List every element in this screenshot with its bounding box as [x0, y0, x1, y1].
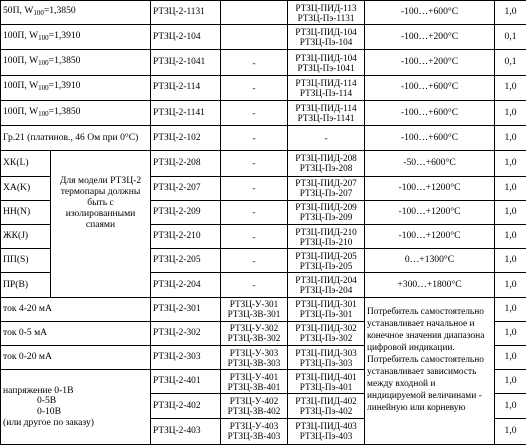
modification-a-cell-line: РТЗЦ-ЗВ-403 [227, 431, 281, 442]
model-cell: РТЗЦ-2-302 [151, 321, 221, 345]
voltage-sensor-line: (или другое по заказу) [3, 416, 94, 428]
modification-b-cell [288, 418, 365, 444]
modification-b-cell-line: РТЗЦ-Пэ-303 [299, 357, 353, 368]
modification-b-cell-line: РТЗЦ-Пэ-114 [299, 87, 353, 98]
sensor-coefficient: =1,3850 [43, 5, 76, 17]
modification-a-cell-line: РТЗЦ-ЗВ-401 [227, 381, 281, 392]
sensor-cell [1, 100, 151, 125]
modification-a-cell [221, 321, 288, 345]
modification-a-cell-line: РТЗЦ-ЗВ-302 [227, 333, 281, 344]
table-row [1, 1, 526, 25]
modification-b-cell-line: РТЗЦ-ПИД-403 [295, 421, 357, 432]
sensor-cell: ПП(S) [1, 249, 51, 273]
model-cell: РТЗЦ-2-205 [151, 249, 221, 273]
table-row [1, 100, 526, 125]
sensor-coefficient: =1,3910 [48, 80, 81, 92]
modification-b-cell-line: РТЗЦ-ПИД-113 [295, 2, 357, 13]
model-cell: РТЗЦ-2-1141 [151, 100, 221, 125]
model-cell: РТЗЦ-2-114 [151, 75, 221, 100]
modification-b-cell-line: РТЗЦ-ПИД-401 [295, 371, 357, 382]
sensor-name: 50П, W [3, 5, 34, 17]
modification-a-cell: - [221, 200, 288, 224]
accuracy-cell: 1,0 [495, 100, 526, 125]
modification-a-cell-line: РТЗЦ-У-301 [229, 299, 279, 310]
modification-a-cell: - [221, 249, 288, 273]
modification-a-cell-line: РТЗЦ-ЗВ-303 [227, 357, 281, 368]
modification-b-cell-line: РТЗЦ-ПИД-204 [295, 274, 357, 285]
modification-a-cell: - [221, 224, 288, 248]
voltage-sensor-cell [1, 370, 151, 445]
model-cell: РТЗЦ-2-303 [151, 345, 221, 369]
model-cell: РТЗЦ-2-209 [151, 200, 221, 224]
modification-a-cell [221, 345, 288, 369]
model-cell: РТЗЦ-2-208 [151, 151, 221, 176]
range-cell: -100…+1200°С [365, 176, 495, 200]
modification-a-cell: - [221, 151, 288, 176]
modification-b-cell-line: РТЗЦ-ПИД-402 [295, 395, 357, 406]
modification-b-cell-line: РТЗЦ-ПИД-208 [295, 153, 357, 164]
modification-b-cell-line: РТЗЦ-ПИД-114 [295, 77, 357, 88]
sensor-subscript: 100 [38, 109, 49, 118]
accuracy-cell: 1,0 [495, 200, 526, 224]
modification-b-cell [288, 200, 365, 224]
modification-a-cell-line: РТЗЦ-У-402 [229, 395, 279, 406]
model-cell: РТЗЦ-2-301 [151, 297, 221, 321]
modification-a-cell [221, 25, 288, 50]
modification-b-cell [288, 176, 365, 200]
modification-a-cell-line: РТЗЦ-У-303 [229, 347, 279, 358]
modification-a-cell-line: РТЗЦ-ЗВ-301 [227, 309, 281, 320]
model-cell: РТЗЦ-2-210 [151, 224, 221, 248]
modification-b-cell-line: РТЗЦ-ПИД-210 [295, 226, 357, 237]
modification-b-cell [288, 394, 365, 418]
modification-a-cell [221, 297, 288, 321]
modification-b-cell [288, 224, 365, 248]
modification-b-cell-line: РТЗЦ-Пэ-1141 [297, 112, 355, 123]
model-cell: РТЗЦ-2-402 [151, 394, 221, 418]
table-row [1, 50, 526, 75]
modification-b-cell [288, 370, 365, 394]
model-cell: РТЗЦ-2-401 [151, 370, 221, 394]
accuracy-cell: 1,0 [495, 176, 526, 200]
modification-b-cell-line: РТЗЦ-Пэ-302 [299, 333, 353, 344]
sensor-subscript: 100 [38, 84, 49, 93]
modification-b-cell-line: РТЗЦ-Пэ-207 [299, 188, 353, 199]
modification-a-cell [221, 1, 288, 25]
modification-b-cell-line: РТЗЦ-Пэ-209 [299, 212, 353, 223]
model-cell: РТЗЦ-2-204 [151, 273, 221, 297]
table-row [1, 151, 526, 176]
modification-a-cell-line: РТЗЦ-У-401 [229, 371, 279, 382]
range-cell: -100…+600°С [365, 1, 495, 25]
sensor-coefficient: =1,3910 [48, 30, 81, 42]
sensor-cell [1, 25, 151, 50]
sensor-name: 100П, W [3, 80, 39, 92]
modification-b-cell-line: РТЗЦ-ПИД-302 [295, 323, 357, 334]
sensor-subscript: 100 [38, 59, 49, 68]
range-cell: -100…+600°С [365, 100, 495, 125]
modification-b-cell-line: РТЗЦ-Пэ-1041 [297, 62, 355, 73]
modification-b-cell-line: - [324, 133, 328, 144]
modification-b-cell [288, 345, 365, 369]
accuracy-cell: 1,0 [495, 224, 526, 248]
modification-b-cell [288, 100, 365, 125]
modification-a-cell: - [221, 176, 288, 200]
sensor-cell [1, 50, 151, 75]
modification-a-cell: - [221, 273, 288, 297]
modification-b-cell-line: РТЗЦ-ПИД-114 [295, 102, 357, 113]
modification-b-cell-line: РТЗЦ-Пэ-1131 [297, 12, 355, 23]
range-cell: 0…+1300°С [365, 249, 495, 273]
sensor-cell: ток 4-20 мА [1, 297, 151, 321]
modification-b-cell-line: РТЗЦ-Пэ-208 [299, 163, 353, 174]
sensor-coefficient: =1,3850 [48, 105, 81, 117]
modification-b-cell [288, 321, 365, 345]
table-body [1, 1, 526, 445]
table-row [1, 297, 526, 321]
sensor-cell: ПР(B) [1, 273, 51, 297]
sensor-cell: НН(N) [1, 200, 51, 224]
range-cell: -100…+1200°С [365, 224, 495, 248]
range-cell: -100…+200°С [365, 25, 495, 50]
modification-b-cell [288, 273, 365, 297]
range-cell: -100…+600°С [365, 126, 495, 151]
modification-a-cell-line: РТЗЦ-ЗВ-402 [227, 405, 281, 416]
model-cell: РТЗЦ-2-1041 [151, 50, 221, 75]
modification-b-cell [288, 126, 365, 151]
modification-a-cell: - [221, 75, 288, 100]
modification-b-cell [288, 25, 365, 50]
modification-b-cell-line: РТЗЦ-ПИД-301 [295, 299, 357, 310]
model-cell: РТЗЦ-2-102 [151, 126, 221, 151]
modification-b-cell [288, 249, 365, 273]
accuracy-cell: 1,0 [495, 345, 526, 369]
accuracy-cell: 1,0 [495, 151, 526, 176]
modification-b-cell-line: РТЗЦ-ПИД-104 [295, 52, 357, 63]
modification-b-cell-line: РТЗЦ-ПИД-209 [295, 202, 357, 213]
accuracy-cell: 1,0 [495, 394, 526, 418]
accuracy-cell: 1,0 [495, 297, 526, 321]
thermocouple-note: Для модели РТЗЦ-2 термопары должны быть с изолированными спаями [51, 151, 151, 297]
accuracy-cell: 0,1 [495, 50, 526, 75]
modification-b-cell-line: РТЗЦ-Пэ-401 [299, 381, 353, 392]
table-row [1, 25, 526, 50]
modification-b-cell-line: РТЗЦ-ПИД-205 [295, 250, 357, 261]
sensor-coefficient: =1,3850 [48, 55, 81, 67]
table-row [1, 126, 526, 151]
modification-b-cell-line: РТЗЦ-Пэ-104 [299, 37, 353, 48]
modification-b-cell-line: РТЗЦ-Пэ-210 [299, 236, 353, 247]
accuracy-cell: 1,0 [495, 273, 526, 297]
modification-b-cell [288, 50, 365, 75]
modification-b-cell [288, 75, 365, 100]
modification-b-cell-line: РТЗЦ-Пэ-301 [299, 309, 353, 320]
sensor-name: 100П, W [3, 105, 39, 117]
modification-b-cell-line: РТЗЦ-Пэ-403 [299, 431, 353, 442]
range-cell: +300…+1800°С [365, 273, 495, 297]
modification-a-cell [221, 370, 288, 394]
modification-a-cell: - [221, 100, 288, 125]
model-cell: РТЗЦ-2-207 [151, 176, 221, 200]
accuracy-cell: 1,0 [495, 370, 526, 394]
sensor-cell: ХК(L) [1, 151, 51, 176]
range-cell: -100…+200°С [365, 50, 495, 75]
model-cell: РТЗЦ-2-104 [151, 25, 221, 50]
modification-a-cell [221, 418, 288, 444]
sensor-cell: ток 0-5 мА [1, 321, 151, 345]
sensor-cell: ток 0-20 мА [1, 345, 151, 369]
accuracy-cell: 0,1 [495, 25, 526, 50]
range-cell: -100…+600°С [365, 75, 495, 100]
model-cell: РТЗЦ-2-403 [151, 418, 221, 444]
accuracy-cell: 1,0 [495, 418, 526, 444]
accuracy-cell: 1,0 [495, 1, 526, 25]
sensor-cell [1, 75, 151, 100]
accuracy-cell: 1,0 [495, 321, 526, 345]
table-row [1, 75, 526, 100]
sensor-subscript: 100 [33, 9, 44, 18]
modification-b-cell-line: РТЗЦ-ПИД-303 [295, 347, 357, 358]
modification-a-cell-line: РТЗЦ-У-302 [229, 323, 279, 334]
sensor-cell: ХА(K) [1, 176, 51, 200]
range-cell: -50…+600°С [365, 151, 495, 176]
sensor-cell [1, 1, 151, 25]
range-cell: -100…+1200°С [365, 200, 495, 224]
modification-b-cell-line: РТЗЦ-ПИД-207 [295, 178, 357, 189]
voltage-sensor-line: напряжение 0-1В [3, 384, 74, 396]
modification-a-cell: - [221, 50, 288, 75]
voltage-sensor-line: 0-10В [37, 406, 61, 418]
modification-a-cell [221, 394, 288, 418]
modification-b-cell-line: РТЗЦ-Пэ-204 [299, 284, 353, 295]
sensor-cell: ЖК(J) [1, 224, 51, 248]
modification-b-cell-line: РТЗЦ-Пэ-402 [299, 405, 353, 416]
modification-a-cell-line: РТЗЦ-У-403 [229, 421, 279, 432]
scaling-note: Потребитель самостоятельно устанавливает начальное и конечное значения диапазона цифровой индикации. Потребитель самостоятельно устанавливает зависимость между входной и индицируемой величинами - линейную или корневую [365, 297, 495, 444]
sensor-name: 100П, W [3, 30, 39, 42]
accuracy-cell: 1,0 [495, 126, 526, 151]
model-cell: РТЗЦ-2-1131 [151, 1, 221, 25]
modification-b-cell-line: РТЗЦ-Пэ-205 [299, 260, 353, 271]
accuracy-cell: 1,0 [495, 249, 526, 273]
modification-b-cell-line: РТЗЦ-ПИД-104 [295, 27, 357, 38]
sensor-name: 100П, W [3, 55, 39, 67]
voltage-sensor-line: 0-5В [37, 395, 57, 407]
modification-b-cell [288, 151, 365, 176]
sensor-cell: Гр.21 (платинов., 46 Ом при 0°С) [1, 126, 151, 151]
sensor-subscript: 100 [38, 34, 49, 43]
modification-b-cell [288, 297, 365, 321]
modification-a-cell: - [221, 126, 288, 151]
modification-b-cell [288, 1, 365, 25]
accuracy-cell: 1,0 [495, 75, 526, 100]
